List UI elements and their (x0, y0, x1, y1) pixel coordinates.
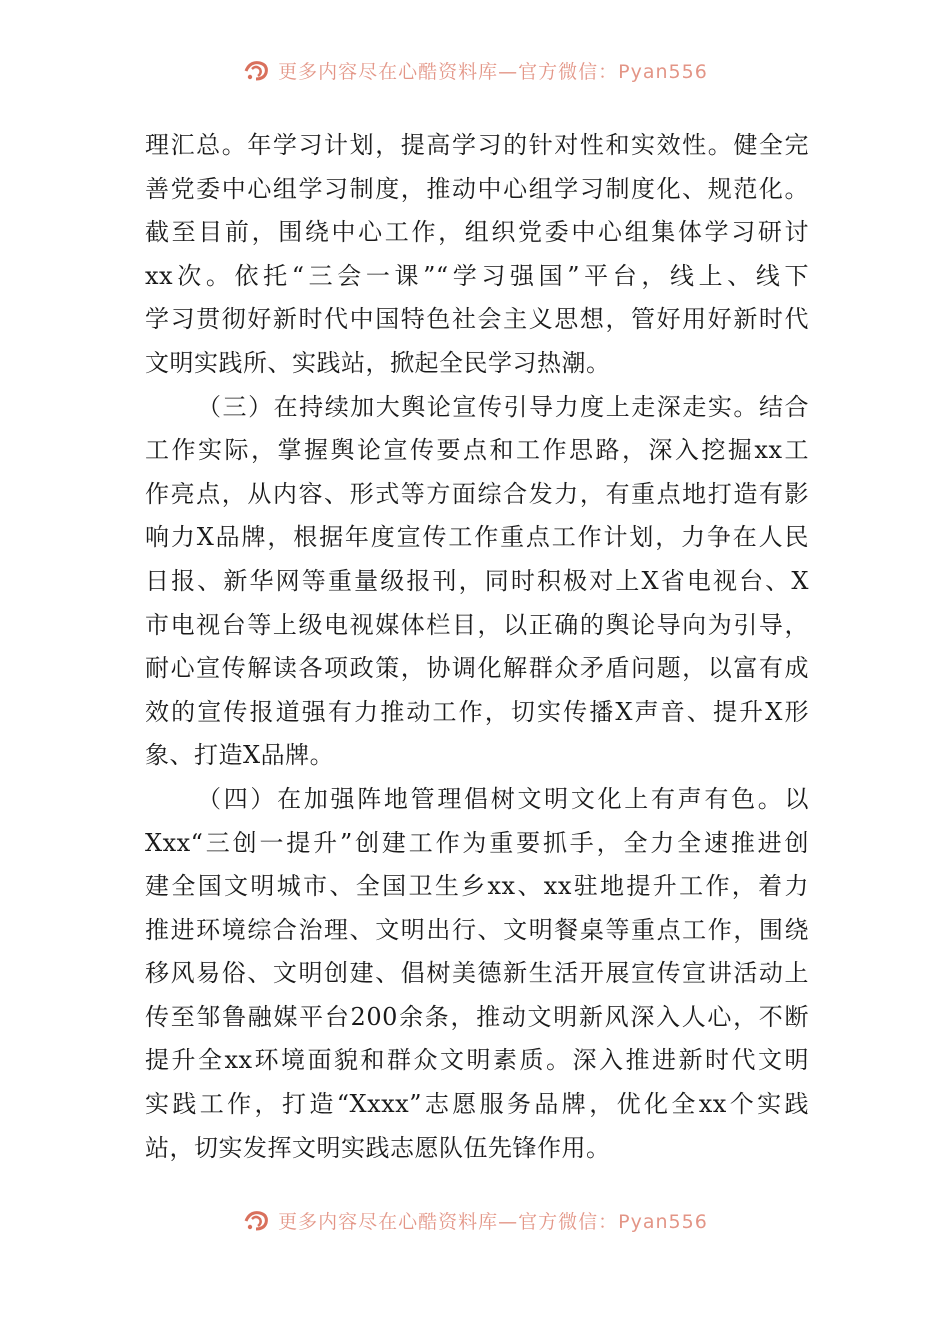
text-line: 耐心宣传解读各项政策，协调化解群众矛盾问题，以富有成 (145, 654, 809, 683)
text-line: 移风易俗、文明创建、倡树美德新生活开展宣传宣讲活动上 (145, 959, 809, 988)
watermark-footer (0, 1202, 950, 1238)
text-line: 站，切实发挥文明实践志愿队伍先锋作用。 (145, 1133, 611, 1162)
brand-logo-icon (242, 1207, 272, 1233)
text-line: 效的宣传报道强有力推动工作，切实传播X声音、提升X形 (145, 697, 809, 726)
watermark-header (0, 52, 950, 88)
text-line: 响力X品牌，根据年度宣传工作重点工作计划，力争在人民 (145, 523, 809, 552)
text-line: 建全国文明城市、全国卫生乡xx、xx驻地提升工作，着力 (145, 872, 809, 901)
text-line: 市电视台等上级电视媒体栏目，以正确的舆论导向为引导， (145, 610, 809, 639)
text-line: 象、打造X品牌。 (145, 741, 335, 770)
document-body (145, 124, 809, 1170)
text-line: 提升全xx环境面貌和群众文明素质。深入推进新时代文明 (145, 1046, 809, 1075)
section-heading-line: （四）在加强阵地管理倡树文明文化上有声有色。以 (197, 784, 809, 813)
text-line: 截至目前，围绕中心工作，组织党委中心组集体学习研讨 (145, 218, 809, 247)
text-line: 理汇总。年学习计划，提高学习的针对性和实效性。健全完 (145, 131, 809, 159)
text-line: 学习贯彻好新时代中国特色社会主义思想，管好用好新时代 (145, 305, 809, 334)
watermark-text: 更多内容尽在心酷资料库—官方微信：Pyan556 (278, 60, 708, 83)
text-line: 文明实践所、实践站，掀起全民学习热潮。 (145, 348, 611, 377)
text-line: 工作实际，掌握舆论宣传要点和工作思路，深入挖掘xx工 (145, 436, 809, 465)
text-line: 实践工作，打造“Xxxx”志愿服务品牌，优化全xx个实践 (145, 1090, 809, 1119)
text-line: 推进环境综合治理、文明出行、文明餐桌等重点工作，围绕 (145, 915, 809, 944)
section-heading-line: （三）在持续加大舆论宣传引导力度上走深走实。结合 (197, 392, 809, 421)
text-line: 传至邹鲁融媒平台200余条，推动文明新风深入人心，不断 (145, 1002, 809, 1031)
text-line: Xxx“三创一提升”创建工作为重要抓手，全力全速推进创 (145, 828, 809, 857)
brand-logo-icon (242, 57, 272, 83)
watermark-text: 更多内容尽在心酷资料库—官方微信：Pyan556 (278, 1210, 708, 1233)
text-line: 作亮点，从内容、形式等方面综合发力，有重点地打造有影 (145, 479, 809, 508)
text-line: 善党委中心组学习制度，推动中心组学习制度化、规范化。 (145, 174, 809, 203)
text-line: 日报、新华网等重量级报刊，同时积极对上X省电视台、X (145, 566, 809, 595)
text-line: xx次。依托“三会一课”“学习强国”平台，线上、线下 (145, 261, 809, 290)
